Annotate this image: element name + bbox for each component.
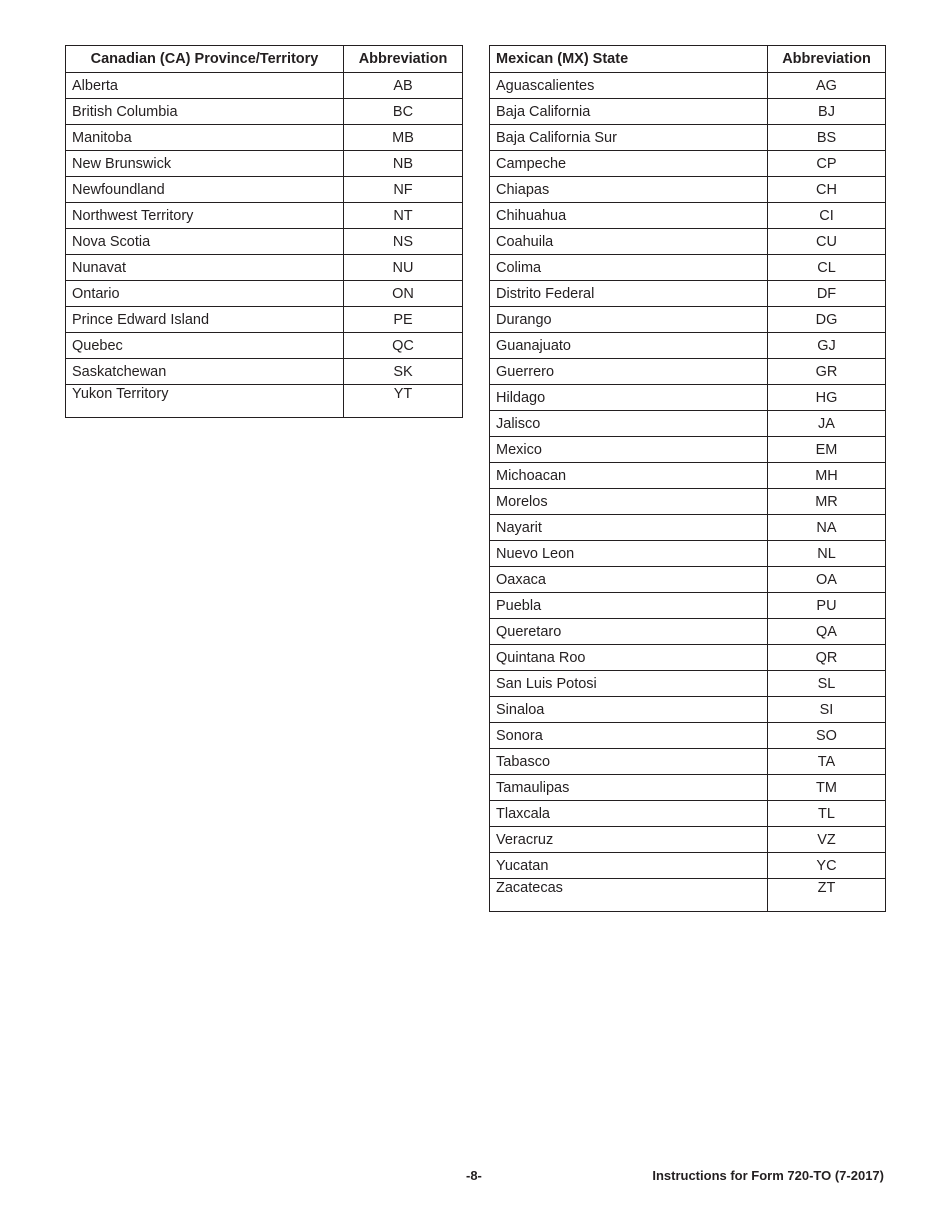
table-row [66, 177, 463, 203]
abbreviation-cell: HG [768, 385, 886, 411]
region-name-cell: Campeche [490, 151, 768, 177]
abbreviation-cell: GR [768, 359, 886, 385]
abbreviation-cell: CI [768, 203, 886, 229]
region-name-cell: Chiapas [490, 177, 768, 203]
region-name-cell: Sonora [490, 723, 768, 749]
abbreviation-cell: YC [768, 853, 886, 879]
abbreviation-cell: NT [344, 203, 463, 229]
table-row [66, 385, 463, 418]
region-name-cell: Tlaxcala [490, 801, 768, 827]
abbreviation-cell: MB [344, 125, 463, 151]
table-header-row [490, 46, 886, 73]
mexico-table-body [490, 73, 886, 912]
region-name-cell: New Brunswick [66, 151, 344, 177]
abbreviation-cell: TM [768, 775, 886, 801]
region-name-cell: Sinaloa [490, 697, 768, 723]
region-name-cell: Guanajuato [490, 333, 768, 359]
region-name-cell: Durango [490, 307, 768, 333]
region-name-cell: Baja California Sur [490, 125, 768, 151]
table-row [490, 645, 886, 671]
abbreviation-cell: PE [344, 307, 463, 333]
abbreviation-cell: NB [344, 151, 463, 177]
abbreviation-cell: QC [344, 333, 463, 359]
abbreviation-cell: SL [768, 671, 886, 697]
table-row [66, 99, 463, 125]
abbreviation-cell: NA [768, 515, 886, 541]
table-row [490, 99, 886, 125]
abbreviation-cell: DF [768, 281, 886, 307]
table-row [490, 853, 886, 879]
region-name-cell: Aguascalientes [490, 73, 768, 99]
column-header-abbreviation: Abbreviation [344, 46, 463, 73]
table-row [490, 385, 886, 411]
region-name-cell: Alberta [66, 73, 344, 99]
table-row [66, 229, 463, 255]
table-row [490, 281, 886, 307]
abbreviation-cell: SK [344, 359, 463, 385]
region-name-cell: Manitoba [66, 125, 344, 151]
region-name-cell: Yucatan [490, 853, 768, 879]
region-name-cell: Nunavat [66, 255, 344, 281]
table-row [490, 723, 886, 749]
abbreviation-cell: AG [768, 73, 886, 99]
region-name-cell: Nuevo Leon [490, 541, 768, 567]
region-name-cell: Quintana Roo [490, 645, 768, 671]
table-row [490, 541, 886, 567]
region-name-cell: Northwest Territory [66, 203, 344, 229]
table-row [66, 151, 463, 177]
region-name-cell: Colima [490, 255, 768, 281]
region-name-cell: Veracruz [490, 827, 768, 853]
table-row [490, 749, 886, 775]
abbreviation-cell: VZ [768, 827, 886, 853]
table-row [66, 255, 463, 281]
table-row [490, 697, 886, 723]
table-row [490, 463, 886, 489]
table-row [490, 489, 886, 515]
table-row [66, 333, 463, 359]
abbreviation-cell: DG [768, 307, 886, 333]
abbreviation-cell: QR [768, 645, 886, 671]
region-name-cell: British Columbia [66, 99, 344, 125]
region-name-cell: San Luis Potosi [490, 671, 768, 697]
abbreviation-cell: SI [768, 697, 886, 723]
abbreviation-cell: ZT [768, 879, 886, 912]
table-row [490, 593, 886, 619]
abbreviation-cell: SO [768, 723, 886, 749]
table-row [66, 359, 463, 385]
abbreviation-cell: OA [768, 567, 886, 593]
region-name-cell: Distrito Federal [490, 281, 768, 307]
abbreviation-cell: YT [344, 385, 463, 418]
abbreviation-cell: JA [768, 411, 886, 437]
table-row [490, 307, 886, 333]
region-name-cell: Ontario [66, 281, 344, 307]
column-header-abbreviation: Abbreviation [768, 46, 886, 73]
abbreviation-cell: CU [768, 229, 886, 255]
region-name-cell: Prince Edward Island [66, 307, 344, 333]
table-row [490, 229, 886, 255]
table-row [490, 437, 886, 463]
table-row [490, 151, 886, 177]
table-row [490, 333, 886, 359]
column-header-state: Mexican (MX) State [490, 46, 768, 73]
region-name-cell: Tamaulipas [490, 775, 768, 801]
region-name-cell: Michoacan [490, 463, 768, 489]
table-row [490, 125, 886, 151]
table-row [490, 827, 886, 853]
form-title: Instructions for Form 720-TO (7-2017) [652, 1168, 884, 1183]
abbreviation-cell: NF [344, 177, 463, 203]
region-name-cell: Nova Scotia [66, 229, 344, 255]
canada-province-table [65, 45, 463, 418]
abbreviation-cell: CH [768, 177, 886, 203]
canada-table-body [66, 73, 463, 418]
region-name-cell: Baja California [490, 99, 768, 125]
region-name-cell: Chihuahua [490, 203, 768, 229]
region-name-cell: Yukon Territory [66, 385, 344, 418]
table-row [490, 359, 886, 385]
table-row [490, 671, 886, 697]
region-name-cell: Nayarit [490, 515, 768, 541]
table-row [490, 801, 886, 827]
region-name-cell: Mexico [490, 437, 768, 463]
region-name-cell: Zacatecas [490, 879, 768, 912]
abbreviation-cell: CP [768, 151, 886, 177]
abbreviation-cell: NU [344, 255, 463, 281]
abbreviation-cell: TL [768, 801, 886, 827]
abbreviation-cell: ON [344, 281, 463, 307]
table-row [490, 177, 886, 203]
abbreviation-cell: MH [768, 463, 886, 489]
abbreviation-cell: MR [768, 489, 886, 515]
table-row [490, 619, 886, 645]
mexico-state-table [489, 45, 886, 912]
table-row [490, 515, 886, 541]
region-name-cell: Oaxaca [490, 567, 768, 593]
table-header-row [66, 46, 463, 73]
region-name-cell: Saskatchewan [66, 359, 344, 385]
table-row [490, 203, 886, 229]
table-row [66, 307, 463, 333]
region-name-cell: Tabasco [490, 749, 768, 775]
region-name-cell: Coahuila [490, 229, 768, 255]
table-row [66, 73, 463, 99]
page-number: -8- [466, 1168, 482, 1183]
table-row [66, 125, 463, 151]
region-name-cell: Puebla [490, 593, 768, 619]
abbreviation-cell: AB [344, 73, 463, 99]
abbreviation-cell: CL [768, 255, 886, 281]
abbreviation-cell: BJ [768, 99, 886, 125]
region-name-cell: Quebec [66, 333, 344, 359]
table-row [490, 879, 886, 912]
abbreviation-cell: BS [768, 125, 886, 151]
abbreviation-cell: BC [344, 99, 463, 125]
abbreviation-cell: QA [768, 619, 886, 645]
table-row [490, 255, 886, 281]
table-row [490, 411, 886, 437]
region-name-cell: Guerrero [490, 359, 768, 385]
abbreviation-cell: NL [768, 541, 886, 567]
region-name-cell: Jalisco [490, 411, 768, 437]
table-row [490, 73, 886, 99]
table-row [490, 775, 886, 801]
region-name-cell: Queretaro [490, 619, 768, 645]
abbreviation-cell: NS [344, 229, 463, 255]
abbreviation-cell: GJ [768, 333, 886, 359]
abbreviation-cell: PU [768, 593, 886, 619]
abbreviation-cell: TA [768, 749, 886, 775]
region-name-cell: Morelos [490, 489, 768, 515]
table-row [490, 567, 886, 593]
table-row [66, 281, 463, 307]
abbreviation-cell: EM [768, 437, 886, 463]
table-row [66, 203, 463, 229]
region-name-cell: Hildago [490, 385, 768, 411]
column-header-province: Canadian (CA) Province/Territory [66, 46, 344, 73]
region-name-cell: Newfoundland [66, 177, 344, 203]
